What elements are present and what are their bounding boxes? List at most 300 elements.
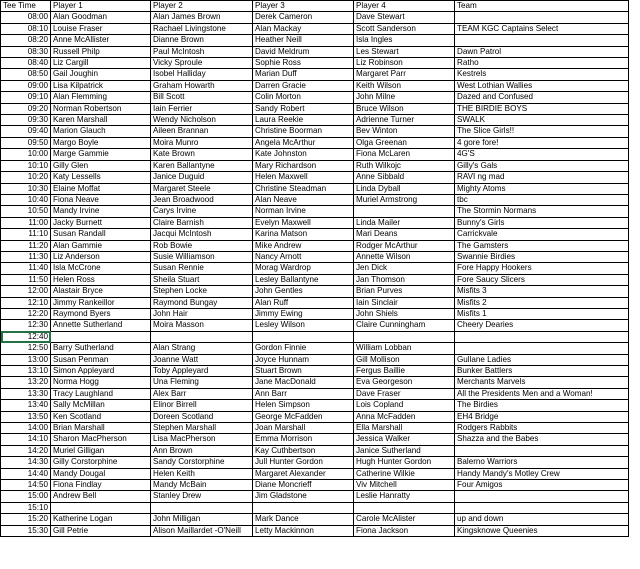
team-cell[interactable]: Gullane Ladies [455,354,629,365]
tee-time-cell[interactable]: 12:20 [1,308,51,319]
table-row [1,274,629,285]
player-1-cell[interactable]: Lisa Kilpatrick [51,80,151,91]
tee-time-cell[interactable]: 09:20 [1,103,51,114]
player-2-cell[interactable]: Kate Brown [151,149,253,160]
player-4-cell[interactable]: Fiona Jackson [354,525,455,536]
player-3-cell[interactable]: Alan Neave [253,194,354,205]
tee-time-cell[interactable]: 15:00 [1,491,51,502]
tee-time-cell[interactable]: 09:50 [1,137,51,148]
player-2-cell[interactable]: Una Fleming [151,377,253,388]
player-4-cell[interactable]: Keith Wilson [354,80,455,91]
tee-time-cell[interactable]: 12:30 [1,320,51,331]
player-1-cell[interactable]: Marion Glauch [51,126,151,137]
tee-time-cell[interactable]: 08:30 [1,46,51,57]
player-1-cell[interactable]: Norma Hogg [51,377,151,388]
player-2-cell[interactable]: Mandy McBain [151,480,253,491]
player-4-cell[interactable]: Dave Fraser [354,388,455,399]
player-3-cell[interactable]: Helen Maxwell [253,172,354,183]
team-cell[interactable] [455,502,629,513]
tee-time-cell[interactable]: 11:20 [1,240,51,251]
team-cell[interactable]: up and down [455,514,629,525]
team-cell[interactable]: 4 gore fore! [455,137,629,148]
team-cell[interactable] [455,331,629,342]
tee-time-cell[interactable]: 09:30 [1,115,51,126]
tee-time-cell[interactable]: 10:00 [1,149,51,160]
team-cell[interactable]: RAVI ng mad [455,172,629,183]
team-cell[interactable]: Dawn Patrol [455,46,629,57]
player-1-cell[interactable]: Mandy Irvine [51,206,151,217]
player-3-cell[interactable] [253,331,354,342]
player-1-cell[interactable]: Gilly Glen [51,160,151,171]
player-3-cell[interactable]: Christine Boorman [253,126,354,137]
player-3-cell[interactable]: Kate Johnston [253,149,354,160]
team-cell[interactable]: Ratho [455,58,629,69]
team-cell[interactable]: SWALK [455,115,629,126]
player-1-cell[interactable]: Mandy Dougal [51,468,151,479]
team-cell[interactable]: Shazza and the Babes [455,434,629,445]
player-2-cell[interactable]: Bill Scott [151,92,253,103]
player-2-cell[interactable]: Stephen Locke [151,286,253,297]
player-4-cell[interactable]: William Lobban [354,343,455,354]
player-2-cell[interactable]: John Milligan [151,514,253,525]
tee-time-cell[interactable]: 14:10 [1,434,51,445]
player-3-cell[interactable]: Derek Cameron [253,12,354,23]
player-1-cell[interactable]: Elaine Moffat [51,183,151,194]
player-2-cell[interactable] [151,502,253,513]
team-cell[interactable]: Misfits 1 [455,308,629,319]
table-row [1,35,629,46]
player-4-cell[interactable]: Jan Thomson [354,274,455,285]
player-1-cell[interactable]: Raymond Byers [51,308,151,319]
player-2-cell[interactable]: Helen Keith [151,468,253,479]
player-2-cell[interactable]: Sandy Corstorphine [151,457,253,468]
player-3-cell[interactable]: Laura Reekie [253,115,354,126]
player-2-cell[interactable]: Elinor Birrell [151,400,253,411]
team-cell[interactable]: EH4 Bridge [455,411,629,422]
tee-time-cell[interactable]: 12:50 [1,343,51,354]
player-1-cell[interactable]: Liz Cargill [51,58,151,69]
player-1-cell[interactable]: Helen Ross [51,274,151,285]
table-row [1,229,629,240]
player-4-cell[interactable]: Eva Georgeson [354,377,455,388]
header-team[interactable]: Team [455,1,629,12]
player-4-cell[interactable]: Ruth Wilkojc [354,160,455,171]
player-2-cell[interactable]: Alan Strang [151,343,253,354]
player-4-cell[interactable]: Linda Mailer [354,217,455,228]
player-4-cell[interactable]: Olga Greenan [354,137,455,148]
tee-time-cell[interactable]: 13:50 [1,411,51,422]
player-2-cell[interactable]: Graham Howarth [151,80,253,91]
player-4-cell[interactable]: Adrienne Turner [354,115,455,126]
player-2-cell[interactable]: Alan James Brown [151,12,253,23]
player-2-cell[interactable]: Rob Bowie [151,240,253,251]
tee-time-cell[interactable]: 11:10 [1,229,51,240]
table-row [1,115,629,126]
player-2-cell[interactable]: Dianne Brown [151,35,253,46]
player-3-cell[interactable]: David Meldrum [253,46,354,57]
player-2-cell[interactable]: Carys Irvine [151,206,253,217]
player-2-cell[interactable]: Karen Ballantyne [151,160,253,171]
player-1-cell[interactable]: Tracy Laughland [51,388,151,399]
player-2-cell[interactable]: Iain Ferrier [151,103,253,114]
player-3-cell[interactable]: Joan Marshall [253,423,354,434]
table-row [1,514,629,525]
player-3-cell[interactable]: Margaret Alexander [253,468,354,479]
player-1-cell[interactable] [51,502,151,513]
tee-time-cell[interactable]: 12:40 [1,331,51,342]
player-4-cell[interactable] [354,206,455,217]
player-4-cell[interactable]: Muriel Armstrong [354,194,455,205]
player-4-cell[interactable]: Mari Deans [354,229,455,240]
player-3-cell[interactable]: Nancy Arnott [253,251,354,262]
tee-time-cell[interactable]: 08:10 [1,23,51,34]
team-cell[interactable]: Swannie Birdies [455,251,629,262]
player-3-cell[interactable]: John Gentles [253,286,354,297]
player-4-cell[interactable]: Claire Cunningham [354,320,455,331]
player-4-cell[interactable]: Bruce Wilson [354,103,455,114]
player-3-cell[interactable]: Sandy Robert [253,103,354,114]
tee-time-cell[interactable]: 08:40 [1,58,51,69]
table-row [1,502,629,513]
tee-time-cell[interactable]: 09:40 [1,126,51,137]
player-3-cell[interactable]: Stuart Brown [253,366,354,377]
player-2-cell[interactable]: Alex Barr [151,388,253,399]
table-row [1,149,629,160]
tee-time-cell[interactable]: 11:00 [1,217,51,228]
player-4-cell[interactable]: Carole McAlister [354,514,455,525]
player-4-cell[interactable]: Fergus Baillie [354,366,455,377]
player-4-cell[interactable]: Iain Sinclair [354,297,455,308]
team-cell[interactable]: Cheery Dearies [455,320,629,331]
player-4-cell[interactable]: Gill Mollison [354,354,455,365]
player-1-cell[interactable]: Norman Robertson [51,103,151,114]
header-player-2[interactable]: Player 2 [151,1,253,12]
team-cell[interactable]: Gilly's Gals [455,160,629,171]
tee-time-cell[interactable]: 13:40 [1,400,51,411]
tee-time-cell[interactable]: 11:50 [1,274,51,285]
team-cell[interactable]: Balerno Warriors [455,457,629,468]
team-cell[interactable]: Mighty Atoms [455,183,629,194]
player-1-cell[interactable]: Jimmy Rankeillor [51,297,151,308]
player-3-cell[interactable]: Lesley Ballantyne [253,274,354,285]
player-4-cell[interactable]: Margaret Parr [354,69,455,80]
player-4-cell[interactable]: Annette Wilson [354,251,455,262]
player-4-cell[interactable]: Brian Purves [354,286,455,297]
team-cell[interactable]: Fore Happy Hookers [455,263,629,274]
player-2-cell[interactable]: Moira Masson [151,320,253,331]
player-1-cell[interactable]: Liz Anderson [51,251,151,262]
player-1-cell[interactable]: Ken Scotland [51,411,151,422]
team-cell[interactable]: All the Presidents Men and a Woman! [455,388,629,399]
team-cell[interactable]: The Stormin Normans [455,206,629,217]
table-row [1,434,629,445]
header-player-3[interactable]: Player 3 [253,1,354,12]
player-3-cell[interactable]: Letty Mackinnon [253,525,354,536]
tee-time-cell[interactable]: 15:20 [1,514,51,525]
player-2-cell[interactable]: Jean Broadwood [151,194,253,205]
player-3-cell[interactable]: Heather Neill [253,35,354,46]
player-2-cell[interactable]: Joanne Watt [151,354,253,365]
player-4-cell[interactable]: Linda Dyball [354,183,455,194]
player-2-cell[interactable]: Rachael Livingstone [151,23,253,34]
team-cell[interactable] [455,343,629,354]
tee-time-cell[interactable]: 10:10 [1,160,51,171]
player-2-cell[interactable]: Stanley Drew [151,491,253,502]
player-3-cell[interactable]: Norman Irvine [253,206,354,217]
player-2-cell[interactable]: Sheila Stuart [151,274,253,285]
player-3-cell[interactable]: Darren Gracie [253,80,354,91]
tee-time-cell[interactable]: 13:20 [1,377,51,388]
player-2-cell[interactable]: Lisa MacPherson [151,434,253,445]
player-1-cell[interactable]: Susan Penman [51,354,151,365]
player-2-cell[interactable]: Moira Munro [151,137,253,148]
tee-time-cell[interactable]: 10:30 [1,183,51,194]
player-2-cell[interactable] [151,331,253,342]
player-1-cell[interactable] [51,331,151,342]
player-1-cell[interactable]: Sally McMillan [51,400,151,411]
player-3-cell[interactable]: Jull Hunter Gordon [253,457,354,468]
tee-time-cell[interactable]: 15:10 [1,502,51,513]
player-3-cell[interactable]: Sophie Ross [253,58,354,69]
player-1-cell[interactable]: Barry Sutherland [51,343,151,354]
player-2-cell[interactable]: Doreen Scotland [151,411,253,422]
table-row [1,457,629,468]
header-player-1[interactable]: Player 1 [51,1,151,12]
player-2-cell[interactable]: Claire Barnish [151,217,253,228]
table-row [1,525,629,536]
tee-time-cell[interactable]: 15:30 [1,525,51,536]
player-4-cell[interactable]: Les Stewart [354,46,455,57]
team-cell[interactable]: Rodgers Rabbits [455,423,629,434]
player-3-cell[interactable]: Mary Richardson [253,160,354,171]
player-1-cell[interactable]: Sharon MacPherson [51,434,151,445]
tee-time-cell[interactable]: 08:50 [1,69,51,80]
player-3-cell[interactable]: George McFadden [253,411,354,422]
player-1-cell[interactable]: Isla McCrone [51,263,151,274]
tee-time-cell[interactable]: 14:50 [1,480,51,491]
team-cell[interactable]: Handy Mandy's Motley Crew [455,468,629,479]
team-cell[interactable]: Misfits 2 [455,297,629,308]
team-cell[interactable]: The Birdies [455,400,629,411]
player-1-cell[interactable]: Jacky Burnett [51,217,151,228]
player-3-cell[interactable]: Jimmy Ewing [253,308,354,319]
player-3-cell[interactable]: Helen Simpson [253,400,354,411]
player-4-cell[interactable]: Fiona McLaren [354,149,455,160]
team-cell[interactable]: THE BIRDIE BOYS [455,103,629,114]
player-1-cell[interactable]: Annette Sutherland [51,320,151,331]
team-cell[interactable]: Fore Saucy Slicers [455,274,629,285]
player-4-cell[interactable] [354,502,455,513]
player-3-cell[interactable]: Alan Ruff [253,297,354,308]
player-3-cell[interactable]: Mark Dance [253,514,354,525]
team-cell[interactable] [455,35,629,46]
player-3-cell[interactable]: Joyce Hunnam [253,354,354,365]
team-cell[interactable]: The Gamsters [455,240,629,251]
player-2-cell[interactable]: Paul McIntosh [151,46,253,57]
tee-time-cell[interactable]: 14:20 [1,445,51,456]
tee-time-cell[interactable]: 09:10 [1,92,51,103]
player-4-cell[interactable]: Jessica Walker [354,434,455,445]
table-row [1,69,629,80]
player-3-cell[interactable]: Ann Barr [253,388,354,399]
tee-time-cell[interactable]: 13:10 [1,366,51,377]
player-4-cell[interactable]: John Milne [354,92,455,103]
player-1-cell[interactable]: Muriel Gilligan [51,445,151,456]
player-4-cell[interactable]: Liz Robinson [354,58,455,69]
player-3-cell[interactable] [253,502,354,513]
tee-time-cell[interactable]: 10:40 [1,194,51,205]
player-1-cell[interactable]: Alan Flemming [51,92,151,103]
tee-time-cell[interactable]: 14:30 [1,457,51,468]
player-2-cell[interactable]: Raymond Bungay [151,297,253,308]
player-1-cell[interactable]: Margo Boyle [51,137,151,148]
player-1-cell[interactable]: Fiona Findlay [51,480,151,491]
table-row [1,217,629,228]
player-3-cell[interactable]: Marian Duff [253,69,354,80]
player-4-cell[interactable]: Bev Winton [354,126,455,137]
team-cell[interactable]: Bunny's Girls [455,217,629,228]
player-1-cell[interactable]: Alan Gammie [51,240,151,251]
team-cell[interactable]: Carrickvale [455,229,629,240]
team-cell[interactable] [455,12,629,23]
player-1-cell[interactable]: Anne McAllister [51,35,151,46]
tee-time-cell[interactable]: 09:00 [1,80,51,91]
player-4-cell[interactable]: Scott Sanderson [354,23,455,34]
player-2-cell[interactable]: Stephen Marshall [151,423,253,434]
team-cell[interactable]: Four Amigos [455,480,629,491]
player-3-cell[interactable]: Diane Moncrieff [253,480,354,491]
player-2-cell[interactable]: Aileen Brannan [151,126,253,137]
team-cell[interactable] [455,445,629,456]
player-1-cell[interactable]: Susan Randall [51,229,151,240]
player-1-cell[interactable]: Russell Philp [51,46,151,57]
player-1-cell[interactable]: Gilly Corstorphine [51,457,151,468]
tee-time-cell[interactable]: 11:40 [1,263,51,274]
player-3-cell[interactable]: Karina Matson [253,229,354,240]
team-cell[interactable]: West Lothian Wallies [455,80,629,91]
player-2-cell[interactable]: Susie Williamson [151,251,253,262]
player-3-cell[interactable]: Kay Cuthbertson [253,445,354,456]
team-cell[interactable]: Kestrels [455,69,629,80]
player-3-cell[interactable]: Alan Mackay [253,23,354,34]
player-3-cell[interactable]: Colin Morton [253,92,354,103]
player-1-cell[interactable]: Katherine Logan [51,514,151,525]
player-1-cell[interactable]: Louise Fraser [51,23,151,34]
player-2-cell[interactable]: Jacqui McIntosh [151,229,253,240]
player-2-cell[interactable]: Vicky Sproule [151,58,253,69]
header-tee-time[interactable]: Tee Time [1,1,51,12]
player-1-cell[interactable]: Brian Marshall [51,423,151,434]
tee-time-cell[interactable]: 12:00 [1,286,51,297]
player-1-cell[interactable]: Alastair Bryce [51,286,151,297]
player-4-cell[interactable]: Dave Stewart [354,12,455,23]
player-3-cell[interactable]: Evelyn Maxwell [253,217,354,228]
team-cell[interactable]: Merchants Marvels [455,377,629,388]
tee-time-cell[interactable]: 11:30 [1,251,51,262]
player-4-cell[interactable]: John Shiels [354,308,455,319]
player-4-cell[interactable]: Catherine Wilkie [354,468,455,479]
player-3-cell[interactable]: Morag Wardrop [253,263,354,274]
player-4-cell[interactable]: Janice Sutherland [354,445,455,456]
player-4-cell[interactable]: Ella Marshall [354,423,455,434]
player-1-cell[interactable]: Gail Joughin [51,69,151,80]
player-2-cell[interactable]: Toby Appleyard [151,366,253,377]
player-2-cell[interactable]: Alison Maillardet -O'Neill [151,525,253,536]
team-cell[interactable]: The Slice Girls!! [455,126,629,137]
player-2-cell[interactable]: Ann Brown [151,445,253,456]
player-4-cell[interactable]: Anne Sibbald [354,172,455,183]
team-cell[interactable]: tbc [455,194,629,205]
player-2-cell[interactable]: John Hair [151,308,253,319]
player-4-cell[interactable]: Anna McFadden [354,411,455,422]
team-cell[interactable]: Kingsknowe Queenies [455,525,629,536]
player-2-cell[interactable]: Wendy Nicholson [151,115,253,126]
team-cell[interactable]: Misfits 3 [455,286,629,297]
tee-time-cell[interactable]: 10:50 [1,206,51,217]
player-3-cell[interactable]: Lesley Wilson [253,320,354,331]
player-2-cell[interactable]: Isobel Halliday [151,69,253,80]
player-2-cell[interactable]: Margaret Steele [151,183,253,194]
player-3-cell[interactable]: Jim Gladstone [253,491,354,502]
player-3-cell[interactable]: Gordon Finnie [253,343,354,354]
player-1-cell[interactable]: Simon Appleyard [51,366,151,377]
tee-time-cell[interactable]: 12:10 [1,297,51,308]
table-row [1,92,629,103]
player-1-cell[interactable]: Fiona Neave [51,194,151,205]
player-4-cell[interactable]: Jen Dick [354,263,455,274]
team-cell[interactable]: TEAM KGC Captains Select [455,23,629,34]
team-cell[interactable] [455,491,629,502]
table-row [1,354,629,365]
player-4-cell[interactable]: Leslie Hanratty [354,491,455,502]
team-cell[interactable]: 4G'S [455,149,629,160]
player-3-cell[interactable]: Christine Steadman [253,183,354,194]
tee-time-cell[interactable]: 08:20 [1,35,51,46]
player-1-cell[interactable]: Katy Lessells [51,172,151,183]
player-2-cell[interactable]: Janice Duguid [151,172,253,183]
team-cell[interactable]: Bunker Battlers [455,366,629,377]
table-row [1,468,629,479]
tee-time-cell[interactable]: 14:40 [1,468,51,479]
tee-time-cell[interactable]: 13:00 [1,354,51,365]
player-4-cell[interactable]: Lois Copland [354,400,455,411]
player-3-cell[interactable]: Emma Morrison [253,434,354,445]
team-cell[interactable]: Dazed and Confused [455,92,629,103]
player-3-cell[interactable]: Mike Andrew [253,240,354,251]
player-1-cell[interactable]: Marge Gammie [51,149,151,160]
tee-time-cell[interactable]: 13:30 [1,388,51,399]
player-3-cell[interactable]: Angela McArthur [253,137,354,148]
player-3-cell[interactable]: Jane MacDonald [253,377,354,388]
table-row [1,126,629,137]
player-1-cell[interactable]: Gill Petrie [51,525,151,536]
player-4-cell[interactable]: Isla Ingles [354,35,455,46]
header-player-4[interactable]: Player 4 [354,1,455,12]
player-4-cell[interactable]: Hugh Hunter Gordon [354,457,455,468]
player-1-cell[interactable]: Andrew Bell [51,491,151,502]
tee-time-cell[interactable]: 14:00 [1,423,51,434]
player-4-cell[interactable]: Viv Mitchell [354,480,455,491]
player-4-cell[interactable]: Rodger McArthur [354,240,455,251]
player-2-cell[interactable]: Susan Rennie [151,263,253,274]
table-row [1,423,629,434]
player-1-cell[interactable]: Alan Goodman [51,12,151,23]
tee-time-cell[interactable]: 08:00 [1,12,51,23]
player-4-cell[interactable] [354,331,455,342]
tee-time-cell[interactable]: 10:20 [1,172,51,183]
player-1-cell[interactable]: Karen Marshall [51,115,151,126]
table-row [1,331,629,342]
